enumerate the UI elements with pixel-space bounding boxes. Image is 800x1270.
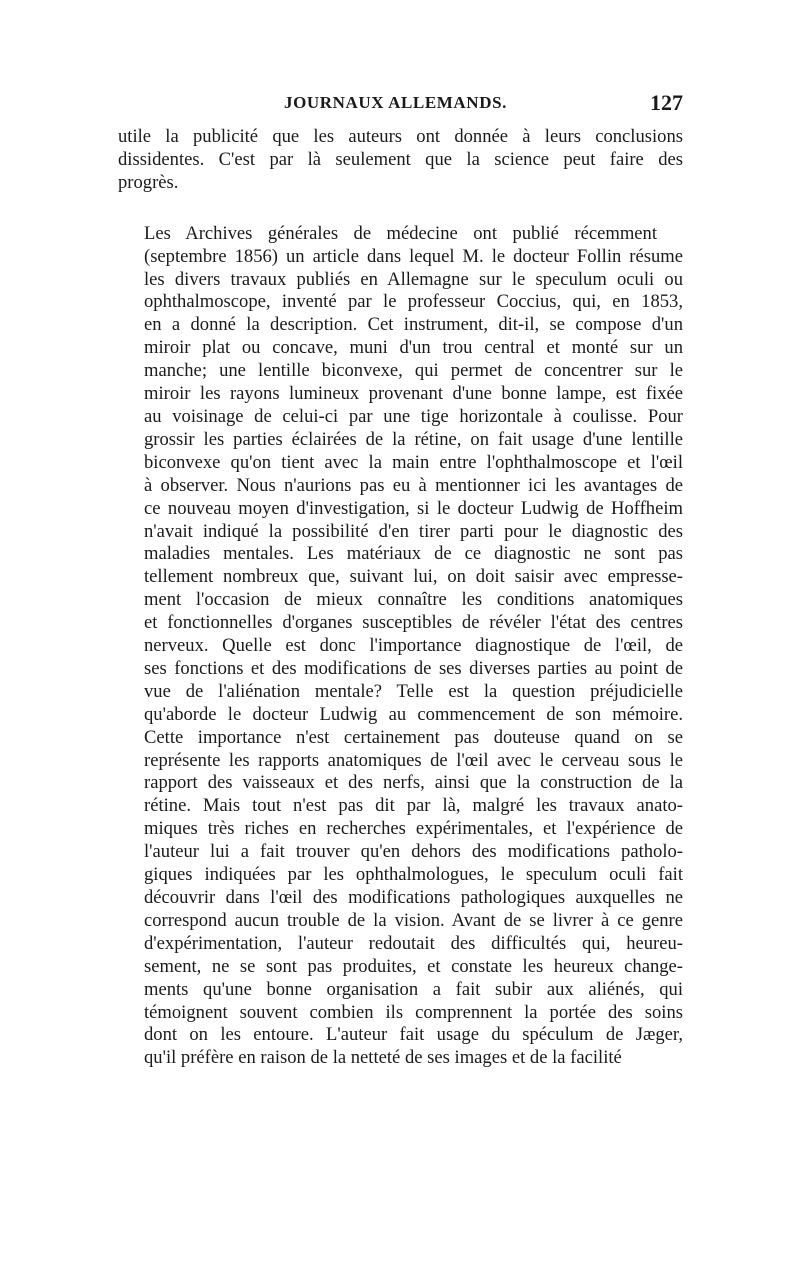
text-line: vue de l'aliénation mentale? Telle est la question préjudicielle (144, 680, 683, 702)
paragraph-archives (118, 223, 683, 1071)
text-line: nerveux. Quelle est donc l'importance diagnostique de l'œil, de (144, 635, 683, 657)
text-line: utile la publicité que les auteurs ont donnée à leurs conclusions (118, 126, 683, 147)
text-line: maladies mentales. Les matériaux de ce diagnostic ne sont pas (144, 543, 683, 565)
text-line: d'expérimentation, l'auteur redoutait des difficultés qui, heureu- (144, 932, 683, 954)
page-body (118, 126, 683, 1070)
text-line: témoignent souvent combien ils comprennent la portée des soins (144, 1001, 683, 1023)
text-line: (septembre 1856) un article dans lequel M. le docteur Follin résume (144, 245, 683, 267)
text-line: rapport des vaisseaux et des nerfs, ainsi que la construction de la (144, 772, 683, 794)
page-number: 127 (650, 90, 683, 115)
text-line: biconvexe qu'on tient avec la main entre l'ophthalmoscope et l'œil (144, 451, 683, 473)
text-line: rétine. Mais tout n'est pas dit par là, malgré les travaux anato- (144, 795, 683, 817)
text-line: miroir plat ou concave, muni d'un trou central et monté sur un (144, 337, 683, 359)
text-line: ophthalmoscope, inventé par le professeur Coccius, qui, en 1853, (144, 291, 683, 313)
text-line: correspond aucun trouble de la vision. Avant de se livrer à ce genre (144, 909, 683, 931)
text-line: qu'aborde le docteur Ludwig au commencement de son mémoire. (144, 703, 683, 725)
text-line: dont on les entoure. L'auteur fait usage du spéculum de Jæger, (144, 1024, 683, 1046)
text-line: Cette importance n'est certainement pas douteuse quand on se (144, 726, 683, 748)
text-line: giques indiquées par les ophthalmologues, le speculum oculi fait (144, 864, 683, 886)
text-line: et fonctionnelles d'organes susceptibles de révéler l'état des centres (144, 612, 683, 634)
text-line: manche; une lentille biconvexe, qui permet de concentrer sur le (144, 360, 683, 382)
text-line: découvrir dans l'œil des modifications pathologiques auxquelles ne (144, 887, 683, 908)
text-line: au voisinage de celui-ci par une tige horizontale à coulisse. Pour (144, 405, 683, 427)
running-title: JOURNAUX ALLEMANDS. (284, 93, 507, 112)
page-header (118, 90, 683, 121)
text-line: qu'il préfère en raison de la netteté de ses images et de la facilité (144, 1047, 622, 1069)
text-line: ce nouveau moyen d'investigation, si le docteur Ludwig de Hoffheim (144, 497, 683, 519)
text-line: grossir les parties éclairées de la rétine, on fait usage d'une lentille (144, 428, 683, 450)
text-line: tellement nombreux que, suivant lui, on doit saisir avec empresse- (144, 566, 683, 588)
text-line: dissidentes. C'est par là seulement que la science peut faire des (118, 148, 683, 170)
text-line: représente les rapports anatomiques de l'œil avec le cerveau sous le (144, 749, 683, 771)
text-line: ments qu'une bonne organisation a fait subir aux aliénés, qui (144, 978, 683, 1000)
text-line: ses fonctions et des modifications de ses diverses parties au point de (144, 657, 683, 679)
text-line: sement, ne se sont pas produites, et constate les heureux change- (144, 955, 683, 977)
text-line: progrès. (118, 171, 179, 193)
text-line: Les Archives générales de médecine ont publié récemment (144, 222, 657, 244)
text-line: ment l'occasion de mieux connaître les conditions anatomiques (144, 589, 683, 611)
text-line: à observer. Nous n'aurions pas eu à mentionner ici les avantages de (144, 474, 683, 496)
paragraph-continuation (118, 126, 683, 195)
text-line: n'avait indiqué la possibilité d'en tirer parti pour le diagnostic des (144, 520, 683, 542)
text-line: miroir les rayons lumineux provenant d'une bonne lampe, est fixée (144, 383, 683, 405)
text-line: l'auteur lui a fait trouver qu'en dehors des modifications patholo- (144, 841, 683, 863)
text-line: miques très riches en recherches expérimentales, et l'expérience de (144, 818, 683, 840)
text-line: en a donné la description. Cet instrument, dit-il, se compose d'un (144, 314, 683, 336)
text-line: les divers travaux publiés en Allemagne sur le speculum oculi ou (144, 268, 683, 290)
